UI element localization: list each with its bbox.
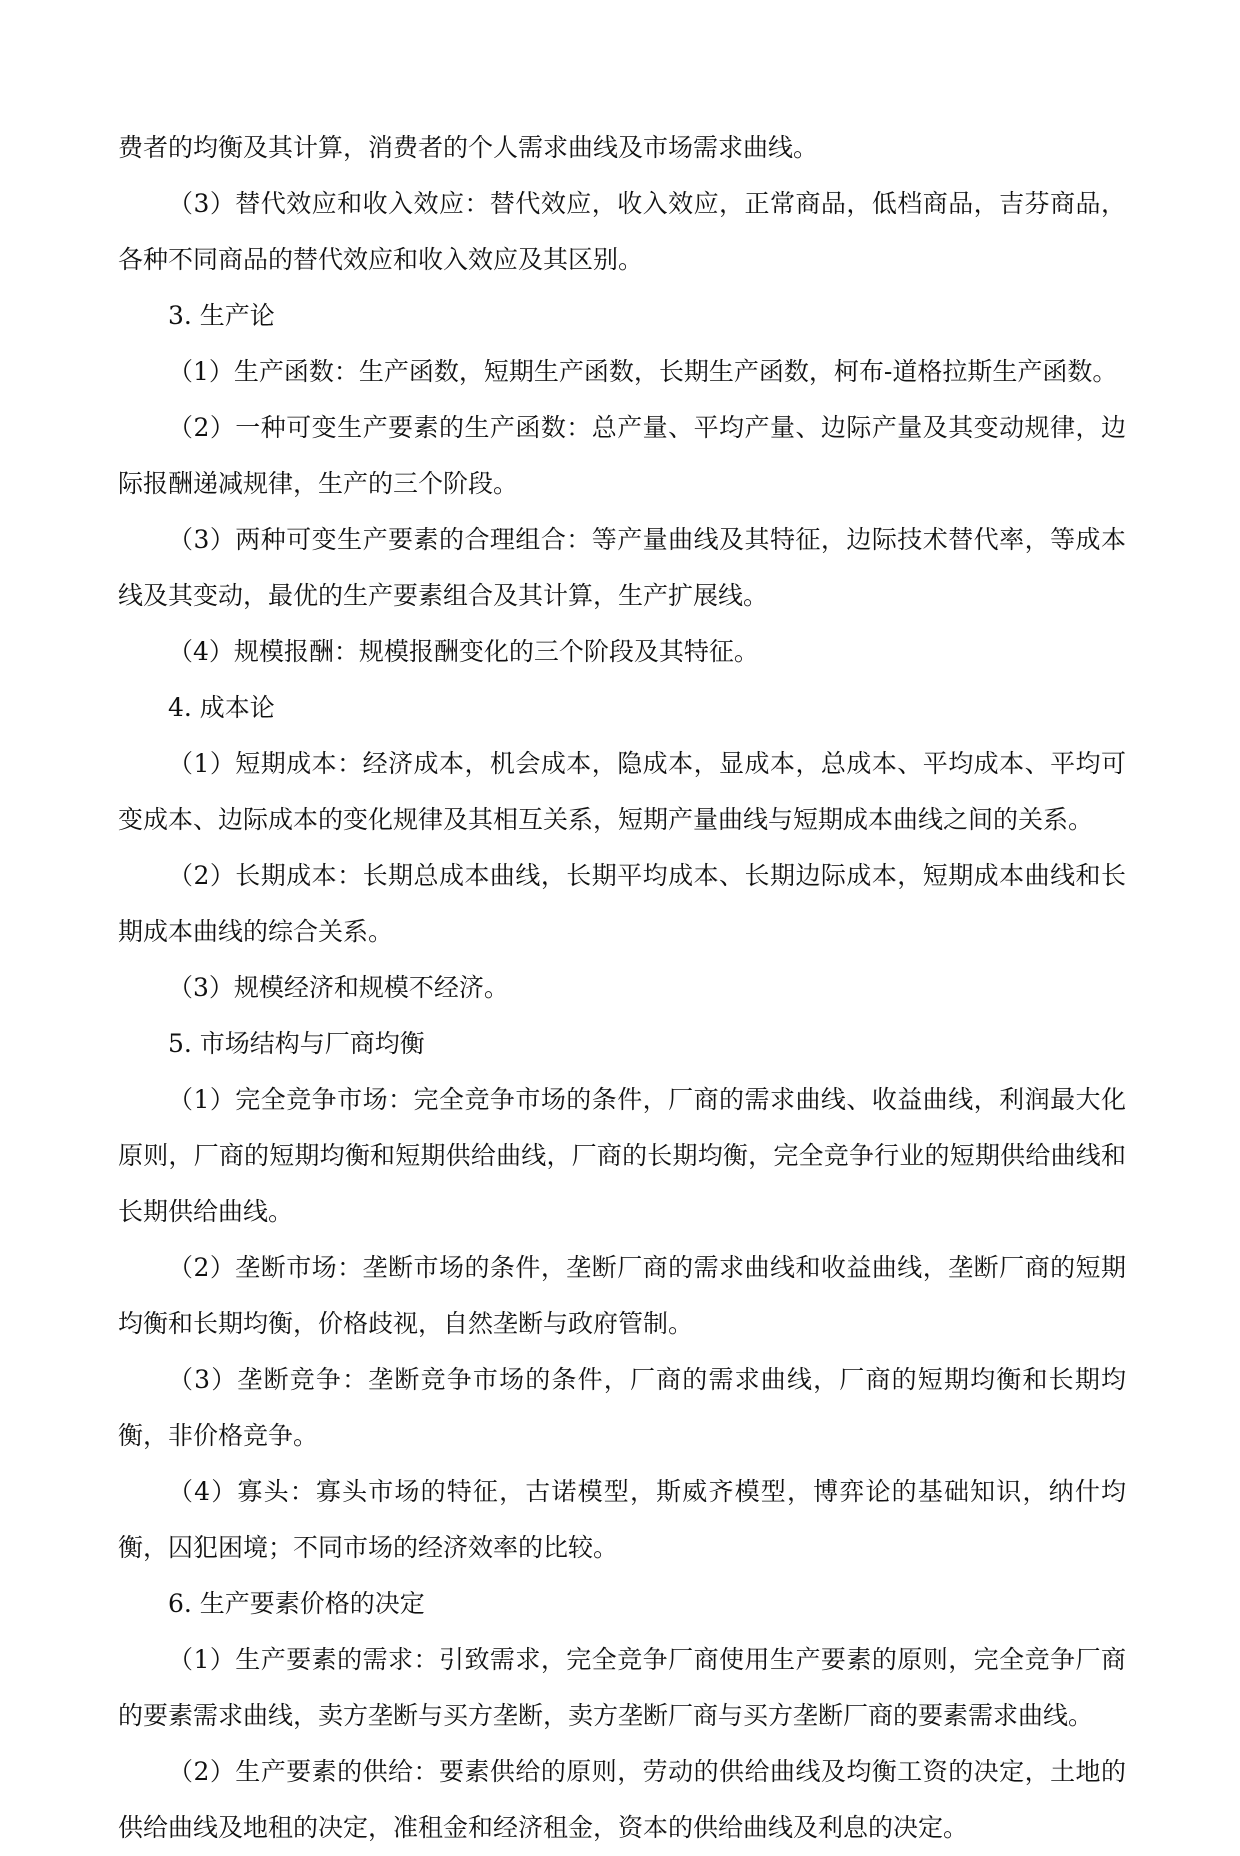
section-heading-factor-prices: 6. 生产要素价格的决定 [168,1589,425,1618]
list-item: （1）短期成本：经济成本，机会成本，隐成本，显成本，总成本、平均成本、平均可变成本、边际成本的变化规律及其相互关系，短期产量曲线与短期成本曲线之间的关系。 [118,749,1126,834]
section-heading-production: 3. 生产论 [168,301,275,330]
list-item: （3）垄断竞争：垄断竞争市场的条件，厂商的需求曲线，厂商的短期均衡和长期均衡，非价格竞争。 [118,1365,1126,1450]
section-heading-market-structure: 5. 市场结构与厂商均衡 [168,1029,425,1058]
list-item: （2）生产要素的供给：要素供给的原则，劳动的供给曲线及均衡工资的决定，土地的供给曲线及地租的决定，准租金和经济租金，资本的供给曲线及利息的决定。 [118,1757,1126,1842]
paragraph-continuation: 费者的均衡及其计算，消费者的个人需求曲线及市场需求曲线。 [118,133,819,162]
list-item: （3）两种可变生产要素的合理组合：等产量曲线及其特征，边际技术替代率，等成本线及其变动，最优的生产要素组合及其计算，生产扩展线。 [118,525,1126,610]
list-item: （4）寡头：寡头市场的特征，古诺模型，斯威齐模型，博弈论的基础知识，纳什均衡，囚犯困境；不同市场的经济效率的比较。 [118,1477,1126,1562]
document-body [118,120,1126,1856]
list-item: （1）生产函数：生产函数，短期生产函数，长期生产函数，柯布-道格拉斯生产函数。 [168,357,1118,386]
section-heading-cost: 4. 成本论 [168,693,275,722]
list-item: （3）规模经济和规模不经济。 [168,973,509,1002]
list-item: （2）一种可变生产要素的生产函数：总产量、平均产量、边际产量及其变动规律，边际报酬递减规律，生产的三个阶段。 [118,413,1126,498]
list-item: （2）长期成本：长期总成本曲线，长期平均成本、长期边际成本，短期成本曲线和长期成本曲线的综合关系。 [118,861,1126,946]
list-item: （3）替代效应和收入效应：替代效应，收入效应，正常商品，低档商品，吉芬商品，各种不同商品的替代效应和收入效应及其区别。 [118,189,1126,274]
list-item: （1）生产要素的需求：引致需求，完全竞争厂商使用生产要素的原则，完全竞争厂商的要素需求曲线，卖方垄断与买方垄断，卖方垄断厂商与买方垄断厂商的要素需求曲线。 [118,1645,1126,1730]
list-item: （4）规模报酬：规模报酬变化的三个阶段及其特征。 [168,637,759,666]
list-item: （2）垄断市场：垄断市场的条件，垄断厂商的需求曲线和收益曲线，垄断厂商的短期均衡和长期均衡，价格歧视，自然垄断与政府管制。 [118,1253,1126,1338]
list-item: （1）完全竞争市场：完全竞争市场的条件，厂商的需求曲线、收益曲线，利润最大化原则，厂商的短期均衡和短期供给曲线，厂商的长期均衡，完全竞争行业的短期供给曲线和长期供给曲线。 [118,1085,1126,1226]
